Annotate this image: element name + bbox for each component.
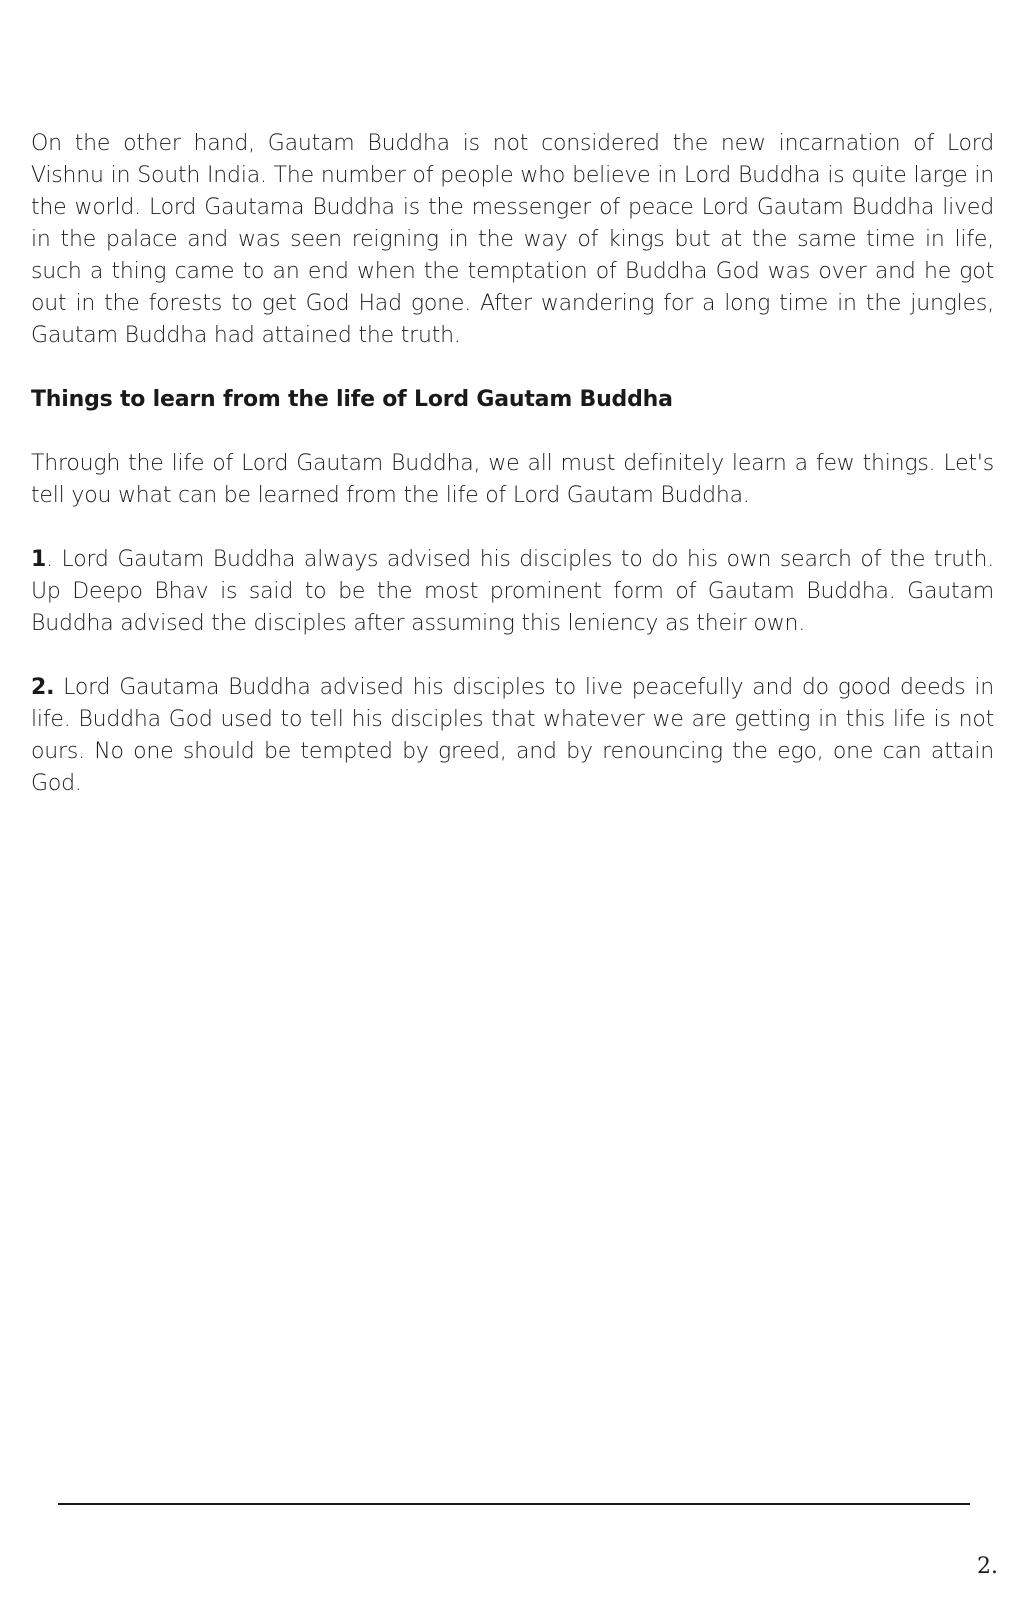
- point-2-number: 2.: [31, 675, 55, 700]
- page-number: 2.: [977, 1554, 998, 1579]
- point-1-text: . Lord Gautam Buddha always advised his disciples to do his own search of the truth. Up Deepo Bhav is said to be the most prominent form of Gautam Buddha. Gautam Buddha advised the disciples after assuming this leniency as their own.: [31, 547, 994, 636]
- point-1-paragraph: [31, 544, 994, 640]
- point-1-number: 1: [31, 547, 47, 572]
- point-2-paragraph: [31, 672, 994, 800]
- section-heading: Things to learn from the life of Lord Gautam Buddha: [31, 387, 673, 412]
- point-2-text: Lord Gautama Buddha advised his disciples to live peacefully and do good deeds in life. Buddha God used to tell his disciples that whatever we are getting in this life is not ours. No one should be tempted by greed, and by renouncing the ego, one can attain God.: [31, 675, 994, 796]
- page-body: [31, 128, 994, 832]
- footer-divider: [58, 1503, 970, 1505]
- section-intro-paragraph: Through the life of Lord Gautam Buddha, we all must definitely learn a few things. Let's tell you what can be learned from the life of Lord Gautam Buddha.: [31, 451, 994, 508]
- intro-paragraph: On the other hand, Gautam Buddha is not considered the new incarnation of Lord Vishnu in South India. The number of people who believe in Lord Buddha is quite large in the world. Lord Gautama Buddha is the messenger of peace Lord Gautam Buddha lived in the palace and was seen reigning in the way of kings but at the same time in life, such a thing came to an end when the temptation of Buddha God was over and he got out in the forests to get God Had gone. After wandering for a long time in the jungles, Gautam Buddha had attained the truth.: [31, 131, 994, 348]
